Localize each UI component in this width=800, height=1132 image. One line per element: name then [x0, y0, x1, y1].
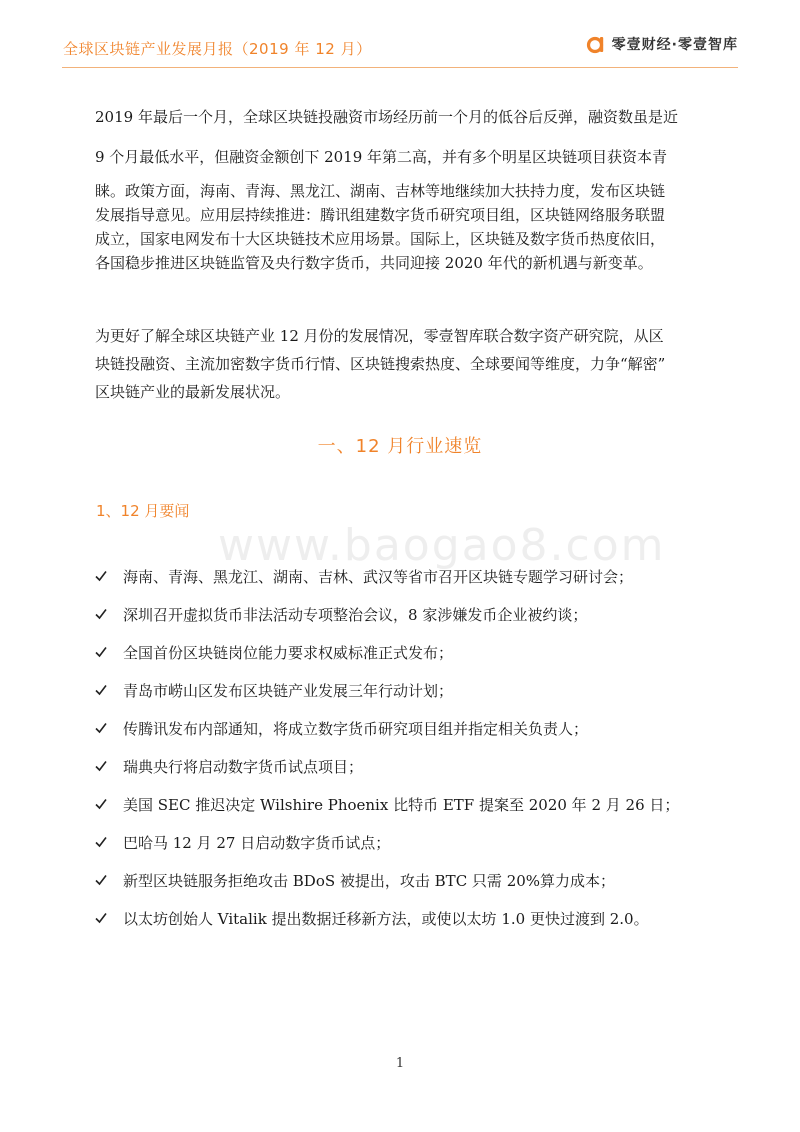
text-line: 睐。政策方面，海南、青海、黑龙江、湖南、吉林等地继续加大扶持力度，发布区块链	[95, 182, 666, 200]
checkmark-icon	[95, 722, 107, 734]
text-line: 为更好了解全球区块链产业 12 月份的发展情况，零壹智库联合数字资产研究院，从区	[95, 327, 664, 345]
section-title: 一、12 月行业速览	[317, 436, 483, 457]
list-item	[95, 861, 715, 899]
list-item	[95, 595, 715, 633]
list-item	[95, 557, 715, 595]
list-item	[95, 671, 715, 709]
checkmark-icon	[95, 608, 107, 620]
news-text: 新型区块链服务拒绝攻击 BDoS 被提出，攻击 BTC 只需 20%算力成本；	[123, 871, 616, 890]
checkmark-icon	[95, 874, 107, 886]
list-item	[95, 747, 715, 785]
brand-logo-icon	[586, 34, 606, 54]
header-divider	[62, 67, 738, 68]
news-text: 全国首份区块链岗位能力要求权威标准正式发布；	[123, 643, 454, 662]
checkmark-icon	[95, 798, 107, 810]
subsection-title: 1、12 月要闻	[96, 502, 190, 520]
text-line: 9 个月最低水平，但融资金额创下 2019 年第二高，并有多个明星区块链项目获资本青	[95, 148, 668, 166]
checkmark-icon	[95, 646, 107, 658]
list-item	[95, 709, 715, 747]
intro-paragraph-1	[95, 105, 707, 275]
checkmark-icon	[95, 570, 107, 582]
list-item	[95, 823, 715, 861]
news-text: 美国 SEC 推迟决定 Wilshire Phoenix 比特币 ETF 提案至 2020 年 2 月 26 日；	[123, 795, 680, 814]
checkmark-icon	[95, 760, 107, 772]
news-text: 巴哈马 12 月 27 日启动数字货币试点；	[123, 833, 391, 852]
news-text: 青岛市崂山区发布区块链产业发展三年行动计划；	[123, 681, 454, 700]
list-item	[95, 785, 715, 823]
news-text: 瑞典央行将启动数字货币试点项目；	[123, 757, 364, 776]
page-number: 1	[395, 1056, 405, 1071]
text-line: 2019 年最后一个月，全球区块链投融资市场经历前一个月的低谷后反弹，融资数虽是近	[95, 108, 678, 126]
text-line: 区块链产业的最新发展状况。	[95, 383, 291, 401]
report-title: 全球区块链产业发展月报（2019 年 12 月）	[63, 40, 372, 58]
text-line: 块链投融资、主流加密数字货币行情、区块链搜索热度、全球要闻等维度，力争“解密”	[95, 355, 666, 373]
checkmark-icon	[95, 684, 107, 696]
text-line: 各国稳步推进区块链监管及央行数字货币，共同迎接 2020 年代的新机遇与新变革。	[95, 254, 653, 272]
news-text: 以太坊创始人 Vitalik 提出数据迁移新方法，或使以太坊 1.0 更快过渡到 2.0。	[123, 909, 649, 928]
news-text: 传腾讯发布内部通知，将成立数字货币研究项目组并指定相关负责人；	[123, 719, 589, 738]
news-list	[95, 557, 715, 937]
news-text: 深圳召开虚拟货币非法活动专项整治会议，8 家涉嫌发币企业被约谈；	[123, 605, 588, 624]
checkmark-icon	[95, 836, 107, 848]
brand-name: 零壹财经·零壹智库	[611, 37, 738, 53]
text-line: 发展指导意见。应用层持续推进：腾讯组建数字货币研究项目组，区块链网络服务联盟	[95, 206, 666, 224]
list-item	[95, 633, 715, 671]
page-header	[0, 0, 800, 80]
text-line: 成立，国家电网发布十大区块链技术应用场景。国际上，区块链及数字货币热度依旧，	[95, 230, 666, 248]
list-item	[95, 899, 715, 937]
intro-paragraph-2	[95, 322, 707, 406]
brand	[586, 34, 738, 54]
watermark: www.baogao8.com	[218, 520, 666, 571]
news-text: 海南、青海、黑龙江、湖南、吉林、武汉等省市召开区块链专题学习研讨会；	[123, 567, 634, 586]
checkmark-icon	[95, 912, 107, 924]
